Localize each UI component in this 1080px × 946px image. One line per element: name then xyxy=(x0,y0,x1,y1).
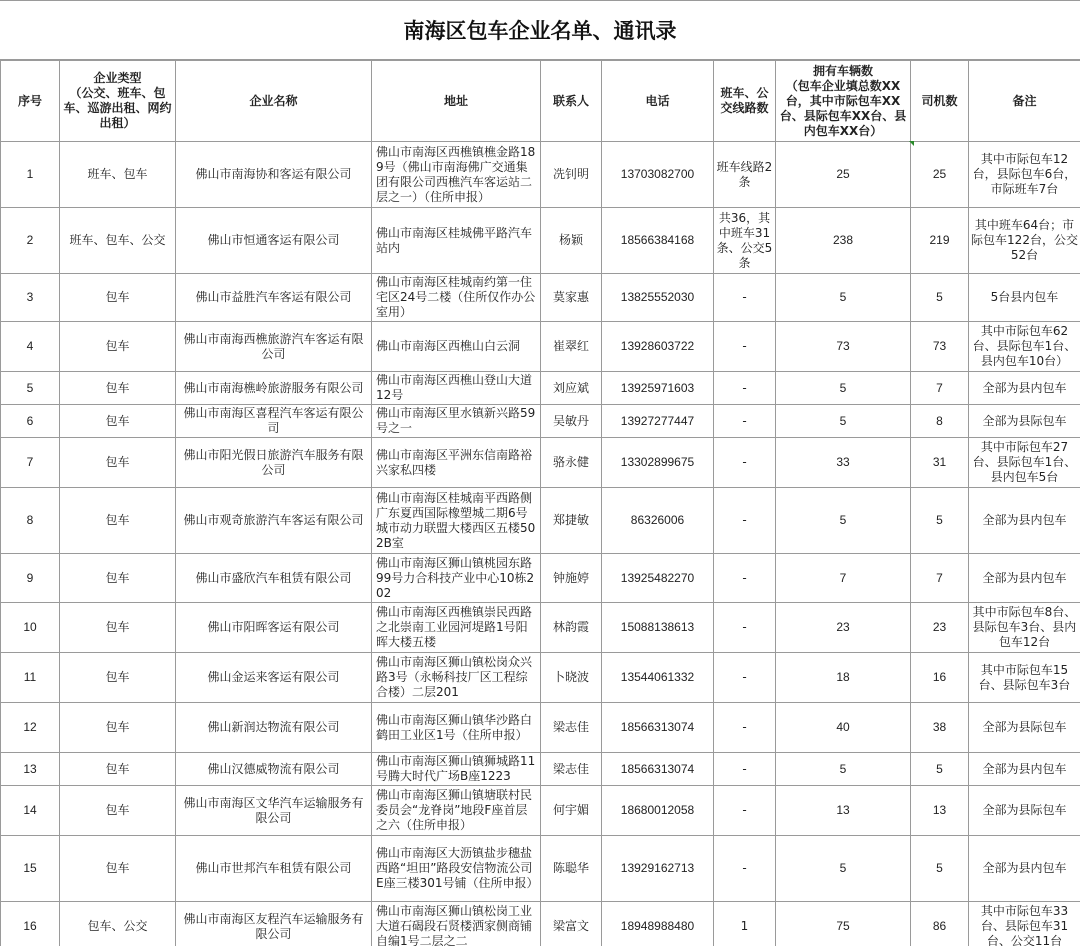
cell-vehicles: 75 xyxy=(776,902,911,946)
cell-name: 佛山市南海区友程汽车运输服务有限公司 xyxy=(176,902,372,946)
col-header-addr: 地址 xyxy=(372,61,541,142)
cell-routes: - xyxy=(714,786,776,836)
col-header-note: 备注 xyxy=(969,61,1080,142)
cell-note: 全部为县内包车 xyxy=(969,372,1080,405)
cell-note: 全部为县内包车 xyxy=(969,488,1080,554)
cell-note: 其中市际包车15台、县际包车3台 xyxy=(969,653,1080,703)
table-row xyxy=(1,372,1080,405)
col-header-name: 企业名称 xyxy=(176,61,372,142)
cell-drivers: 23 xyxy=(911,603,969,653)
cell-phone: 15088138613 xyxy=(602,603,714,653)
cell-type: 包车、公交 xyxy=(60,902,176,946)
cell-name: 佛山金运来客运有限公司 xyxy=(176,653,372,703)
cell-type: 包车 xyxy=(60,405,176,438)
cell-type: 包车 xyxy=(60,836,176,902)
cell-routes: - xyxy=(714,488,776,554)
cell-contact: 何宇媚 xyxy=(541,786,602,836)
cell-contact: 陈聪华 xyxy=(541,836,602,902)
cell-contact: 梁志佳 xyxy=(541,753,602,786)
cell-phone: 18566384168 xyxy=(602,208,714,274)
table-row xyxy=(1,753,1080,786)
col-header-no: 序号 xyxy=(1,61,60,142)
cell-type: 包车 xyxy=(60,603,176,653)
cell-drivers: 16 xyxy=(911,653,969,703)
cell-contact: 冼钊明 xyxy=(541,142,602,208)
cell-type: 包车 xyxy=(60,274,176,322)
cell-drivers: 86 xyxy=(911,902,969,946)
cell-no: 7 xyxy=(1,438,60,488)
cell-contact: 莫家惠 xyxy=(541,274,602,322)
company-table xyxy=(0,60,1080,946)
col-header-phone: 电话 xyxy=(602,61,714,142)
cell-name: 佛山市阳光假日旅游汽车服务有限公司 xyxy=(176,438,372,488)
cell-name: 佛山汉德威物流有限公司 xyxy=(176,753,372,786)
cell-contact: 梁志佳 xyxy=(541,703,602,753)
cell-routes: - xyxy=(714,836,776,902)
cell-type: 包车 xyxy=(60,322,176,372)
cell-addr: 佛山市南海区西樵山白云洞 xyxy=(372,322,541,372)
cell-type: 包车 xyxy=(60,488,176,554)
table-row xyxy=(1,653,1080,703)
cell-name: 佛山市恒通客运有限公司 xyxy=(176,208,372,274)
cell-name: 佛山市南海协和客运有限公司 xyxy=(176,142,372,208)
cell-phone: 18566313074 xyxy=(602,753,714,786)
cell-phone: 18566313074 xyxy=(602,703,714,753)
cell-contact: 卜晓波 xyxy=(541,653,602,703)
cell-vehicles: 238 xyxy=(776,208,911,274)
cell-vehicles: 25 xyxy=(776,142,911,208)
cell-contact: 郑捷敏 xyxy=(541,488,602,554)
cell-addr: 佛山市南海区狮山镇松岗众兴路3号（永畅科技厂区工程综合楼）二层201 xyxy=(372,653,541,703)
cell-vehicles: 5 xyxy=(776,836,911,902)
cell-routes: 共36，其中班车31条、公交5条 xyxy=(714,208,776,274)
cell-no: 4 xyxy=(1,322,60,372)
cell-type: 包车 xyxy=(60,554,176,603)
cell-no: 13 xyxy=(1,753,60,786)
cell-note: 全部为县内包车 xyxy=(969,753,1080,786)
col-header-type: 企业类型 （公交、班车、包车、巡游出租、网约出租） xyxy=(60,61,176,142)
col-header-drivers: 司机数 xyxy=(911,61,969,142)
cell-name: 佛山市阳晖客运有限公司 xyxy=(176,603,372,653)
cell-no: 8 xyxy=(1,488,60,554)
cell-phone: 13825552030 xyxy=(602,274,714,322)
table-row xyxy=(1,603,1080,653)
cell-name: 佛山市南海西樵旅游汽车客运有限公司 xyxy=(176,322,372,372)
cell-vehicles: 5 xyxy=(776,405,911,438)
col-header-routes: 班车、公交线路数 xyxy=(714,61,776,142)
cell-addr: 佛山市南海区西樵镇崇民西路之北崇南工业园河堤路1号阳晖大楼五楼 xyxy=(372,603,541,653)
cell-drivers: 25 xyxy=(911,142,969,208)
cell-addr: 佛山市南海区狮山镇塘联村民委员会“龙脊岗”地段F座首层之六（住所申报） xyxy=(372,786,541,836)
cell-name: 佛山市益胜汽车客运有限公司 xyxy=(176,274,372,322)
cell-contact: 杨颖 xyxy=(541,208,602,274)
table-row xyxy=(1,322,1080,372)
cell-vehicles: 5 xyxy=(776,488,911,554)
cell-addr: 佛山市南海区平洲东信南路裕兴家私四楼 xyxy=(372,438,541,488)
cell-routes: - xyxy=(714,603,776,653)
page-title: 南海区包车企业名单、通讯录 xyxy=(0,0,1080,60)
cell-contact: 林韵霞 xyxy=(541,603,602,653)
cell-no: 12 xyxy=(1,703,60,753)
cell-note: 其中市际包车12台，县际包车6台，市际班车7台 xyxy=(969,142,1080,208)
cell-phone: 13929162713 xyxy=(602,836,714,902)
cell-contact: 吴敏丹 xyxy=(541,405,602,438)
cell-vehicles: 40 xyxy=(776,703,911,753)
cell-phone: 13927277447 xyxy=(602,405,714,438)
cell-no: 6 xyxy=(1,405,60,438)
cell-name: 佛山市世邦汽车租赁有限公司 xyxy=(176,836,372,902)
cell-addr: 佛山市南海区西樵镇樵金路189号（佛山市南海佛广交通集团有限公司西樵汽车客运站二层之一）（住所申报） xyxy=(372,142,541,208)
cell-phone: 13925971603 xyxy=(602,372,714,405)
table-row xyxy=(1,703,1080,753)
cell-no: 10 xyxy=(1,603,60,653)
cell-vehicles: 5 xyxy=(776,753,911,786)
cell-no: 11 xyxy=(1,653,60,703)
cell-drivers: 5 xyxy=(911,836,969,902)
cell-drivers: 7 xyxy=(911,554,969,603)
cell-type: 包车 xyxy=(60,438,176,488)
cell-type: 包车 xyxy=(60,753,176,786)
cell-drivers: 31 xyxy=(911,438,969,488)
cell-routes: - xyxy=(714,322,776,372)
cell-type: 班车、包车 xyxy=(60,142,176,208)
cell-vehicles: 5 xyxy=(776,274,911,322)
cell-note: 5台县内包车 xyxy=(969,274,1080,322)
table-row xyxy=(1,902,1080,946)
cell-type: 包车 xyxy=(60,653,176,703)
cell-routes: - xyxy=(714,405,776,438)
cell-note: 其中市际包车8台、县际包车3台、县内包车12台 xyxy=(969,603,1080,653)
cell-vehicles: 33 xyxy=(776,438,911,488)
cell-addr: 佛山市南海区狮山镇华沙路白鹤田工业区1号（住所申报） xyxy=(372,703,541,753)
cell-name: 佛山市观奇旅游汽车客运有限公司 xyxy=(176,488,372,554)
cell-note: 全部为县内包车 xyxy=(969,836,1080,902)
cell-note: 其中市际包车27台、县际包车1台、县内包车5台 xyxy=(969,438,1080,488)
cell-name: 佛山市盛欣汽车租赁有限公司 xyxy=(176,554,372,603)
cell-name: 佛山市南海樵岭旅游服务有限公司 xyxy=(176,372,372,405)
cell-drivers: 13 xyxy=(911,786,969,836)
cell-addr: 佛山市南海区狮山镇桃园东路99号力合科技产业中心10栋202 xyxy=(372,554,541,603)
cell-phone: 18680012058 xyxy=(602,786,714,836)
cell-note: 全部为县际包车 xyxy=(969,405,1080,438)
cell-drivers: 38 xyxy=(911,703,969,753)
table-row xyxy=(1,488,1080,554)
cell-routes: 1 xyxy=(714,902,776,946)
cell-phone: 86326006 xyxy=(602,488,714,554)
cell-contact: 梁富文 xyxy=(541,902,602,946)
cell-note: 其中班车64台；市际包车122台，公交52台 xyxy=(969,208,1080,274)
cell-name: 佛山市南海区文华汽车运输服务有限公司 xyxy=(176,786,372,836)
cell-drivers: 219 xyxy=(911,208,969,274)
cell-note: 其中市际包车62台、县际包车1台、县内包车10台） xyxy=(969,322,1080,372)
cell-drivers: 8 xyxy=(911,405,969,438)
cell-phone: 13928603722 xyxy=(602,322,714,372)
cell-type: 班车、包车、公交 xyxy=(60,208,176,274)
cell-name: 佛山市南海区喜程汽车客运有限公司 xyxy=(176,405,372,438)
cell-routes: - xyxy=(714,653,776,703)
cell-vehicles: 13 xyxy=(776,786,911,836)
cell-vehicles: 7 xyxy=(776,554,911,603)
cell-addr: 佛山市南海区西樵山登山大道12号 xyxy=(372,372,541,405)
cell-phone: 13544061332 xyxy=(602,653,714,703)
col-header-vehicles: 拥有车辆数 （包车企业填总数XX台，其中市际包车XX台、县际包车XX台、县内包车XX台） xyxy=(776,61,911,142)
table-row xyxy=(1,836,1080,902)
cell-routes: - xyxy=(714,438,776,488)
cell-note: 全部为县内包车 xyxy=(969,554,1080,603)
cell-phone: 18948988480 xyxy=(602,902,714,946)
cell-addr: 佛山市南海区大沥镇盐步穗盐西路“坦田”路段安信物流公司E座三楼301号铺（住所申报） xyxy=(372,836,541,902)
cell-vehicles: 5 xyxy=(776,372,911,405)
table-row xyxy=(1,786,1080,836)
cell-note: 全部为县际包车 xyxy=(969,786,1080,836)
table-row xyxy=(1,274,1080,322)
comment-marker xyxy=(909,141,914,146)
cell-routes: - xyxy=(714,753,776,786)
cell-type: 包车 xyxy=(60,372,176,405)
cell-drivers: 73 xyxy=(911,322,969,372)
cell-addr: 佛山市南海区桂城南平西路侧广东夏西国际橡塑城二期6号城市动力联盟大楼西区五楼502B室 xyxy=(372,488,541,554)
cell-contact: 钟施婷 xyxy=(541,554,602,603)
cell-drivers: 5 xyxy=(911,753,969,786)
cell-drivers: 7 xyxy=(911,372,969,405)
cell-drivers: 5 xyxy=(911,274,969,322)
cell-contact: 刘应斌 xyxy=(541,372,602,405)
cell-routes: 班车线路2条 xyxy=(714,142,776,208)
table-row xyxy=(1,554,1080,603)
cell-addr: 佛山市南海区里水镇新兴路59号之一 xyxy=(372,405,541,438)
col-header-contact: 联系人 xyxy=(541,61,602,142)
cell-phone: 13925482270 xyxy=(602,554,714,603)
cell-phone: 13703082700 xyxy=(602,142,714,208)
cell-name: 佛山新润达物流有限公司 xyxy=(176,703,372,753)
cell-vehicles: 73 xyxy=(776,322,911,372)
cell-vehicles: 23 xyxy=(776,603,911,653)
table-row xyxy=(1,142,1080,208)
cell-addr: 佛山市南海区狮山镇松岗工业大道石碣段石贤楼洒家侧商铺自编1号二层之二 xyxy=(372,902,541,946)
cell-routes: - xyxy=(714,372,776,405)
cell-no: 9 xyxy=(1,554,60,603)
table-row xyxy=(1,405,1080,438)
cell-no: 5 xyxy=(1,372,60,405)
cell-drivers: 5 xyxy=(911,488,969,554)
cell-routes: - xyxy=(714,703,776,753)
cell-vehicles: 18 xyxy=(776,653,911,703)
cell-routes: - xyxy=(714,274,776,322)
cell-contact: 崔翠红 xyxy=(541,322,602,372)
cell-addr: 佛山市南海区桂城南约第一住宅区24号二楼（住所仅作办公室用） xyxy=(372,274,541,322)
cell-phone: 13302899675 xyxy=(602,438,714,488)
cell-type: 包车 xyxy=(60,703,176,753)
cell-addr: 佛山市南海区桂城佛平路汽车站内 xyxy=(372,208,541,274)
cell-no: 15 xyxy=(1,836,60,902)
cell-routes: - xyxy=(714,554,776,603)
header-row xyxy=(1,61,1080,142)
cell-contact: 骆永健 xyxy=(541,438,602,488)
table-row xyxy=(1,438,1080,488)
cell-no: 3 xyxy=(1,274,60,322)
cell-no: 1 xyxy=(1,142,60,208)
cell-no: 14 xyxy=(1,786,60,836)
table-row xyxy=(1,208,1080,274)
cell-note: 全部为县际包车 xyxy=(969,703,1080,753)
cell-type: 包车 xyxy=(60,786,176,836)
cell-note: 其中市际包车33台、县际包车31台、公交11台 xyxy=(969,902,1080,946)
cell-no: 2 xyxy=(1,208,60,274)
cell-no: 16 xyxy=(1,902,60,946)
cell-addr: 佛山市南海区狮山镇狮城路11号腾大时代广场B座1223 xyxy=(372,753,541,786)
